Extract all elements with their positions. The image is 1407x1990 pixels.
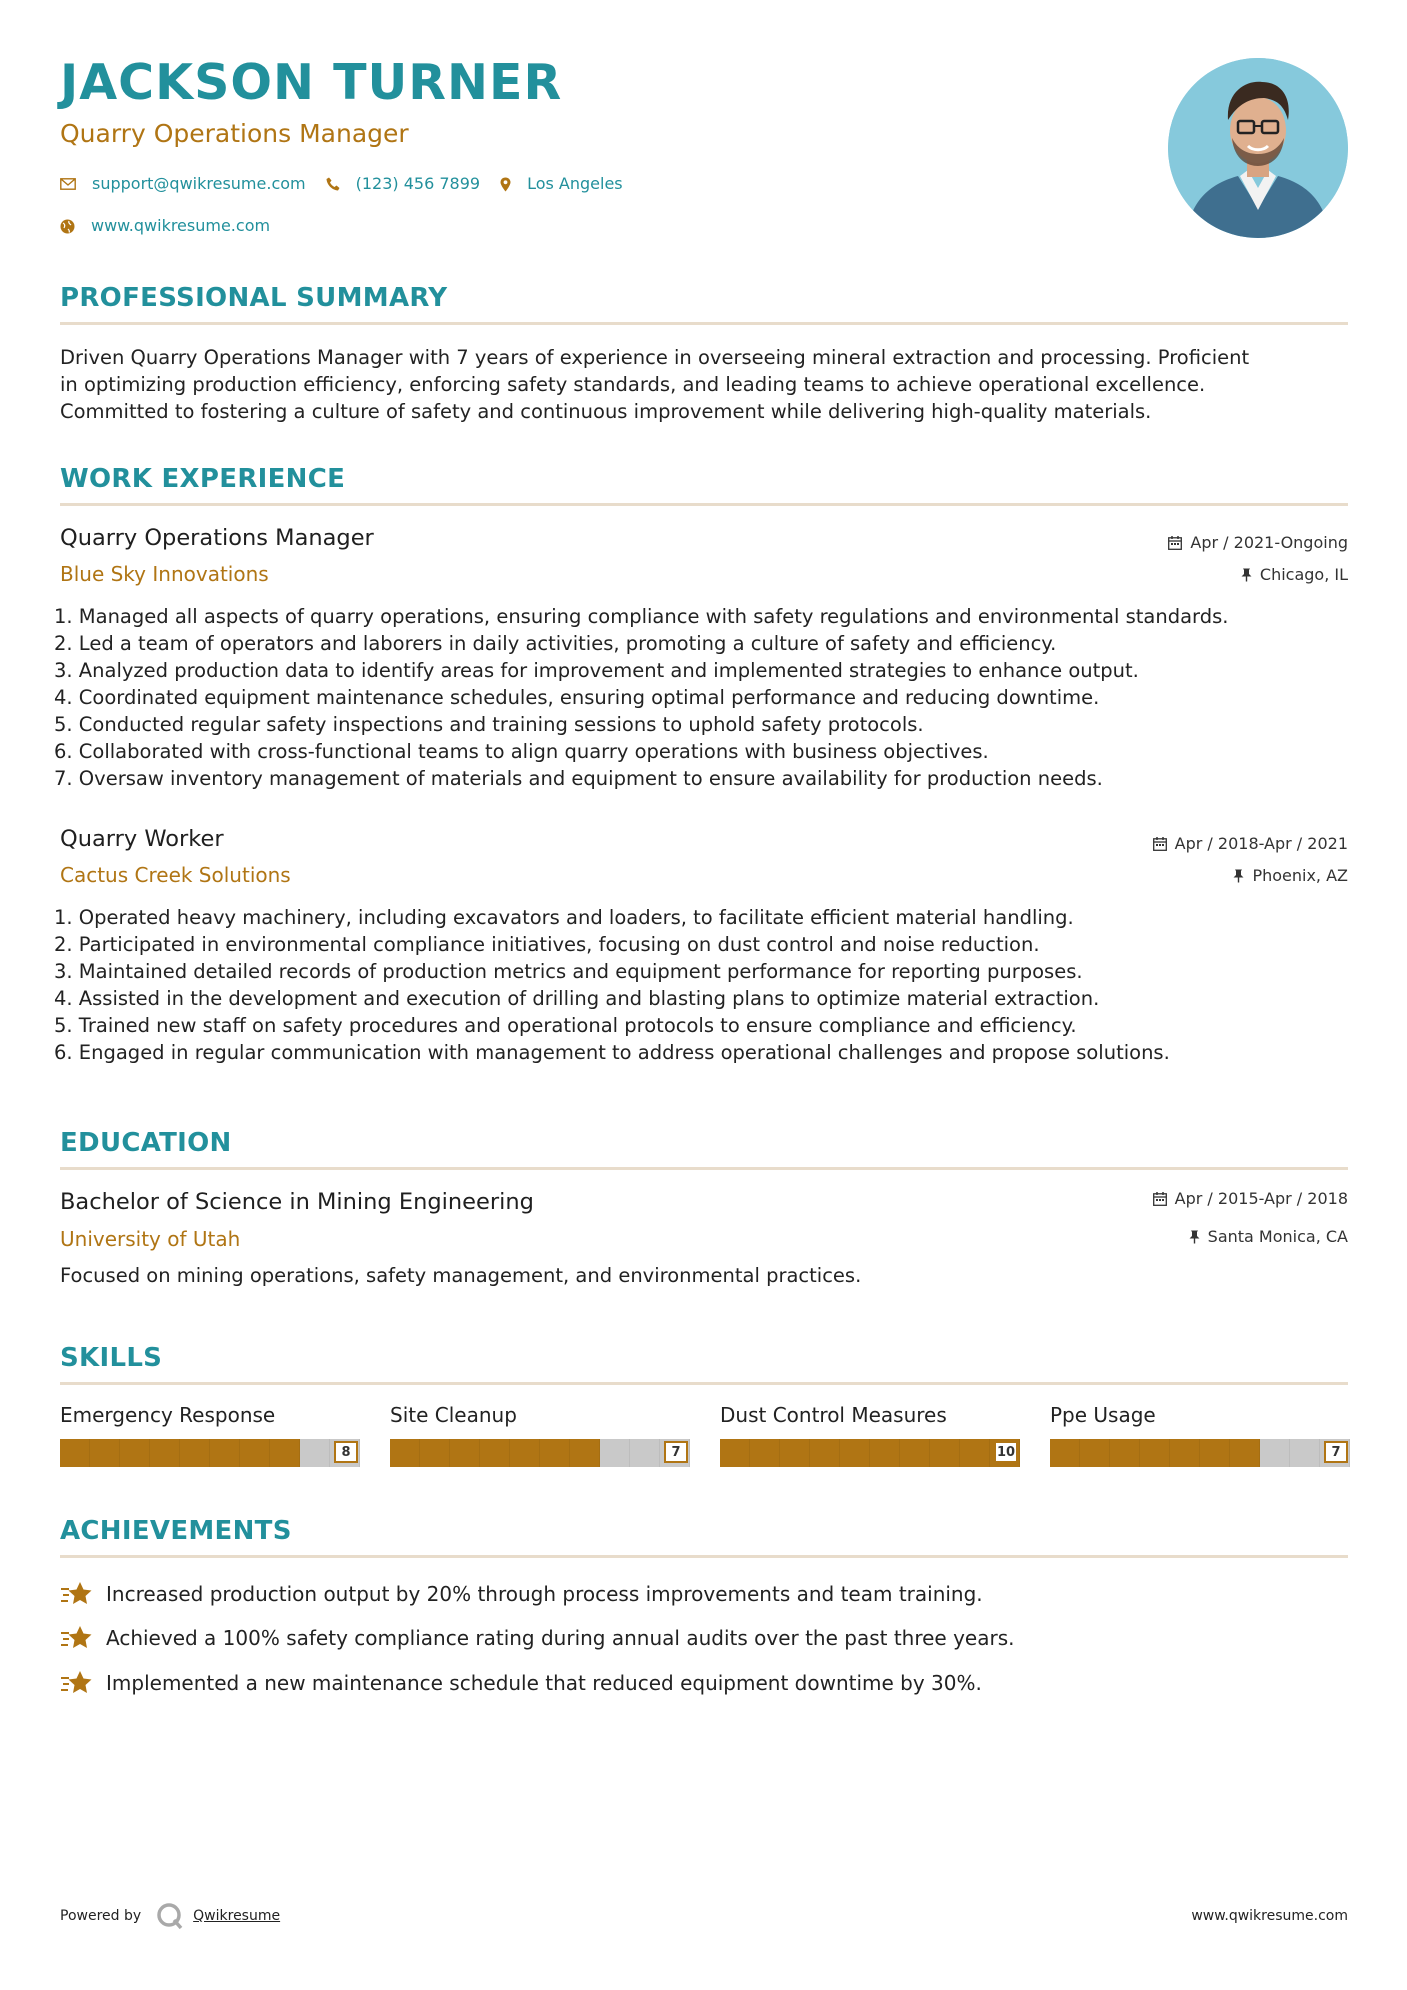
job-dates bbox=[1168, 535, 1348, 551]
job-bullets bbox=[54, 904, 1170, 1066]
job-location bbox=[1241, 567, 1348, 583]
summary-line: Driven Quarry Operations Manager with 7 years of experience in overseeing mineral extraction and processing. Proficient bbox=[60, 346, 1250, 369]
skill-bar-segment bbox=[1200, 1439, 1230, 1467]
job-dates bbox=[1153, 836, 1348, 852]
skill-item bbox=[1050, 1405, 1350, 1467]
candidate-name: JACKSON TURNER bbox=[60, 54, 563, 111]
calendar-icon bbox=[1153, 837, 1167, 851]
pushpin-icon bbox=[1241, 568, 1252, 582]
bullet-item: 7. Oversaw inventory management of materials and equipment to ensure availability for production needs. bbox=[54, 767, 1103, 790]
email-text: support@qwikresume.com bbox=[92, 174, 306, 193]
star-award-icon bbox=[60, 1669, 94, 1697]
skill-score: 7 bbox=[1324, 1441, 1348, 1463]
website-text: www.qwikresume.com bbox=[91, 216, 271, 235]
job-bullets bbox=[54, 603, 1228, 792]
job-location bbox=[1233, 868, 1348, 884]
skill-bar-segment bbox=[270, 1439, 300, 1467]
job-title: Quarry Worker bbox=[60, 826, 224, 852]
company-name: Cactus Creek Solutions bbox=[60, 863, 291, 887]
skill-item bbox=[60, 1405, 360, 1467]
skill-bar-segment bbox=[870, 1439, 900, 1467]
education-heading: EDUCATION bbox=[60, 1128, 232, 1158]
job-location-text: Chicago, IL bbox=[1259, 565, 1348, 584]
skill-level-bar bbox=[720, 1439, 1020, 1467]
star-award-icon bbox=[60, 1624, 94, 1652]
achievement-item bbox=[60, 1624, 1015, 1652]
skill-score: 8 bbox=[334, 1441, 358, 1463]
bullet-item: 2. Participated in environmental compliance initiatives, focusing on dust control and noise reduction. bbox=[54, 933, 1040, 956]
skill-bar-segment bbox=[1080, 1439, 1110, 1467]
contact-location bbox=[500, 176, 623, 192]
summary-text bbox=[60, 344, 1348, 425]
skill-bar-segment bbox=[960, 1439, 990, 1467]
skill-bar-segment bbox=[750, 1439, 780, 1467]
summary-heading: PROFESSIONAL SUMMARY bbox=[60, 283, 448, 313]
education-description: Focused on mining operations, safety management, and environmental practices. bbox=[60, 1264, 862, 1287]
skill-bar-segment bbox=[120, 1439, 150, 1467]
section-divider bbox=[60, 1167, 1348, 1170]
job-title: Quarry Operations Manager bbox=[60, 525, 374, 551]
achievement-text: Implemented a new maintenance schedule that reduced equipment downtime by 30%. bbox=[106, 1671, 982, 1695]
skill-item bbox=[720, 1405, 1020, 1467]
school-name: University of Utah bbox=[60, 1227, 241, 1251]
calendar-icon bbox=[1168, 536, 1182, 550]
bullet-item: 5. Conducted regular safety inspections and training sessions to uphold safety protocols. bbox=[54, 713, 924, 736]
skill-bar-segment bbox=[450, 1439, 480, 1467]
map-pin-icon bbox=[500, 177, 511, 192]
bullet-item: 4. Assisted in the development and execution of drilling and blasting plans to optimize material extraction. bbox=[54, 987, 1100, 1010]
skill-bar-segment bbox=[60, 1439, 90, 1467]
pushpin-icon bbox=[1233, 869, 1244, 883]
bullet-item: 3. Maintained detailed records of production metrics and equipment performance for reporting purposes. bbox=[54, 960, 1083, 983]
powered-by-label: Powered by bbox=[60, 1908, 142, 1924]
pushpin-icon bbox=[1189, 1230, 1200, 1244]
skill-name: Ppe Usage bbox=[1050, 1403, 1156, 1427]
bullet-item: 1. Operated heavy machinery, including excavators and loaders, to facilitate efficient material handling. bbox=[54, 906, 1074, 929]
skill-level-bar bbox=[60, 1439, 360, 1467]
experience-heading: WORK EXPERIENCE bbox=[60, 464, 346, 494]
bullet-item: 3. Analyzed production data to identify areas for improvement and implemented strategies to enhance output. bbox=[54, 659, 1139, 682]
profile-photo bbox=[1168, 58, 1348, 238]
contact-email[interactable] bbox=[60, 176, 306, 192]
skills-heading: SKILLS bbox=[60, 1343, 163, 1373]
skill-bar-segment bbox=[90, 1439, 120, 1467]
candidate-role: Quarry Operations Manager bbox=[60, 119, 409, 148]
skill-bar-segment bbox=[900, 1439, 930, 1467]
skill-score: 7 bbox=[664, 1441, 688, 1463]
bullet-item: 4. Coordinated equipment maintenance schedules, ensuring optimal performance and reducing downtime. bbox=[54, 686, 1100, 709]
bullet-item: 2. Led a team of operators and laborers in daily activities, promoting a culture of safety and efficiency. bbox=[54, 632, 1057, 655]
summary-line: Committed to fostering a culture of safety and continuous improvement while delivering high-quality materials. bbox=[60, 400, 1152, 423]
skill-bar-segment bbox=[150, 1439, 180, 1467]
skill-bar-segment bbox=[300, 1439, 330, 1467]
skill-bar-segment bbox=[1170, 1439, 1200, 1467]
section-divider bbox=[60, 1382, 1348, 1385]
achievement-item bbox=[60, 1669, 982, 1697]
globe-icon bbox=[60, 219, 75, 234]
skill-bar-segment bbox=[1110, 1439, 1140, 1467]
skill-level-bar bbox=[1050, 1439, 1350, 1467]
degree-title: Bachelor of Science in Mining Engineering bbox=[60, 1189, 534, 1215]
achievement-text: Achieved a 100% safety compliance rating during annual audits over the past three years. bbox=[106, 1626, 1015, 1650]
footer-powered-by bbox=[60, 1901, 280, 1931]
skill-level-bar bbox=[390, 1439, 690, 1467]
skill-bar-segment bbox=[600, 1439, 630, 1467]
phone-icon bbox=[326, 177, 340, 191]
contact-row bbox=[60, 176, 643, 192]
skill-bar-segment bbox=[180, 1439, 210, 1467]
contact-phone[interactable] bbox=[326, 176, 480, 192]
star-award-icon bbox=[60, 1580, 94, 1608]
bullet-item: 5. Trained new staff on safety procedures and operational protocols to ensure compliance and efficiency. bbox=[54, 1014, 1077, 1037]
skill-bar-segment bbox=[1260, 1439, 1290, 1467]
footer-website[interactable]: www.qwikresume.com bbox=[1191, 1908, 1348, 1924]
skill-name: Emergency Response bbox=[60, 1403, 276, 1427]
achievement-item bbox=[60, 1580, 983, 1608]
skill-score: 10 bbox=[994, 1441, 1018, 1463]
section-divider bbox=[60, 322, 1348, 325]
calendar-icon bbox=[1153, 1192, 1167, 1206]
skill-name: Dust Control Measures bbox=[720, 1403, 947, 1427]
skill-bar-segment bbox=[210, 1439, 240, 1467]
skill-bar-segment bbox=[480, 1439, 510, 1467]
job-location-text: Phoenix, AZ bbox=[1252, 866, 1348, 885]
skill-bar-segment bbox=[630, 1439, 660, 1467]
location-text: Los Angeles bbox=[527, 174, 623, 193]
envelope-icon bbox=[60, 178, 76, 190]
section-divider bbox=[60, 503, 1348, 506]
skill-bar-segment bbox=[510, 1439, 540, 1467]
skill-bar-segment bbox=[390, 1439, 420, 1467]
skill-bar-segment bbox=[720, 1439, 750, 1467]
education-location-text: Santa Monica, CA bbox=[1207, 1227, 1348, 1246]
website-row bbox=[60, 218, 290, 234]
skill-bar-segment bbox=[1050, 1439, 1080, 1467]
education-dates-text: Apr / 2015-Apr / 2018 bbox=[1174, 1189, 1348, 1208]
resume-page bbox=[54, 0, 1348, 1990]
phone-text: (123) 456 7899 bbox=[355, 174, 481, 193]
section-divider bbox=[60, 1555, 1348, 1558]
bullet-item: 1. Managed all aspects of quarry operations, ensuring compliance with safety regulations and environmental standards. bbox=[54, 605, 1229, 628]
education-location bbox=[1189, 1229, 1348, 1245]
qwikresume-logo-icon bbox=[155, 1901, 185, 1931]
skill-item bbox=[390, 1405, 690, 1467]
achievements-heading: ACHIEVEMENTS bbox=[60, 1516, 292, 1546]
skill-bar-segment bbox=[780, 1439, 810, 1467]
skill-bar-segment bbox=[1230, 1439, 1260, 1467]
company-name: Blue Sky Innovations bbox=[60, 562, 269, 586]
skill-bar-segment bbox=[570, 1439, 600, 1467]
skill-bar-segment bbox=[810, 1439, 840, 1467]
skill-bar-segment bbox=[540, 1439, 570, 1467]
skill-bar-segment bbox=[240, 1439, 270, 1467]
achievement-text: Increased production output by 20% through process improvements and team training. bbox=[106, 1582, 983, 1606]
contact-website[interactable] bbox=[60, 218, 270, 234]
qwikresume-link[interactable]: Qwikresume bbox=[193, 1908, 281, 1924]
summary-line: in optimizing production efficiency, enforcing safety standards, and leading teams to achieve operational excellence. bbox=[60, 373, 1206, 396]
skill-bar-segment bbox=[840, 1439, 870, 1467]
bullet-item: 6. Engaged in regular communication with management to address operational challenges and propose solutions. bbox=[54, 1041, 1170, 1064]
bullet-item: 6. Collaborated with cross-functional teams to align quarry operations with business objectives. bbox=[54, 740, 989, 763]
skill-bar-segment bbox=[930, 1439, 960, 1467]
skill-bar-segment bbox=[1290, 1439, 1320, 1467]
job-dates-text: Apr / 2021-Ongoing bbox=[1190, 533, 1348, 552]
skill-bar-segment bbox=[420, 1439, 450, 1467]
job-dates-text: Apr / 2018-Apr / 2021 bbox=[1174, 834, 1348, 853]
skill-name: Site Cleanup bbox=[390, 1403, 517, 1427]
skill-bar-segment bbox=[1140, 1439, 1170, 1467]
education-dates bbox=[1153, 1191, 1348, 1207]
